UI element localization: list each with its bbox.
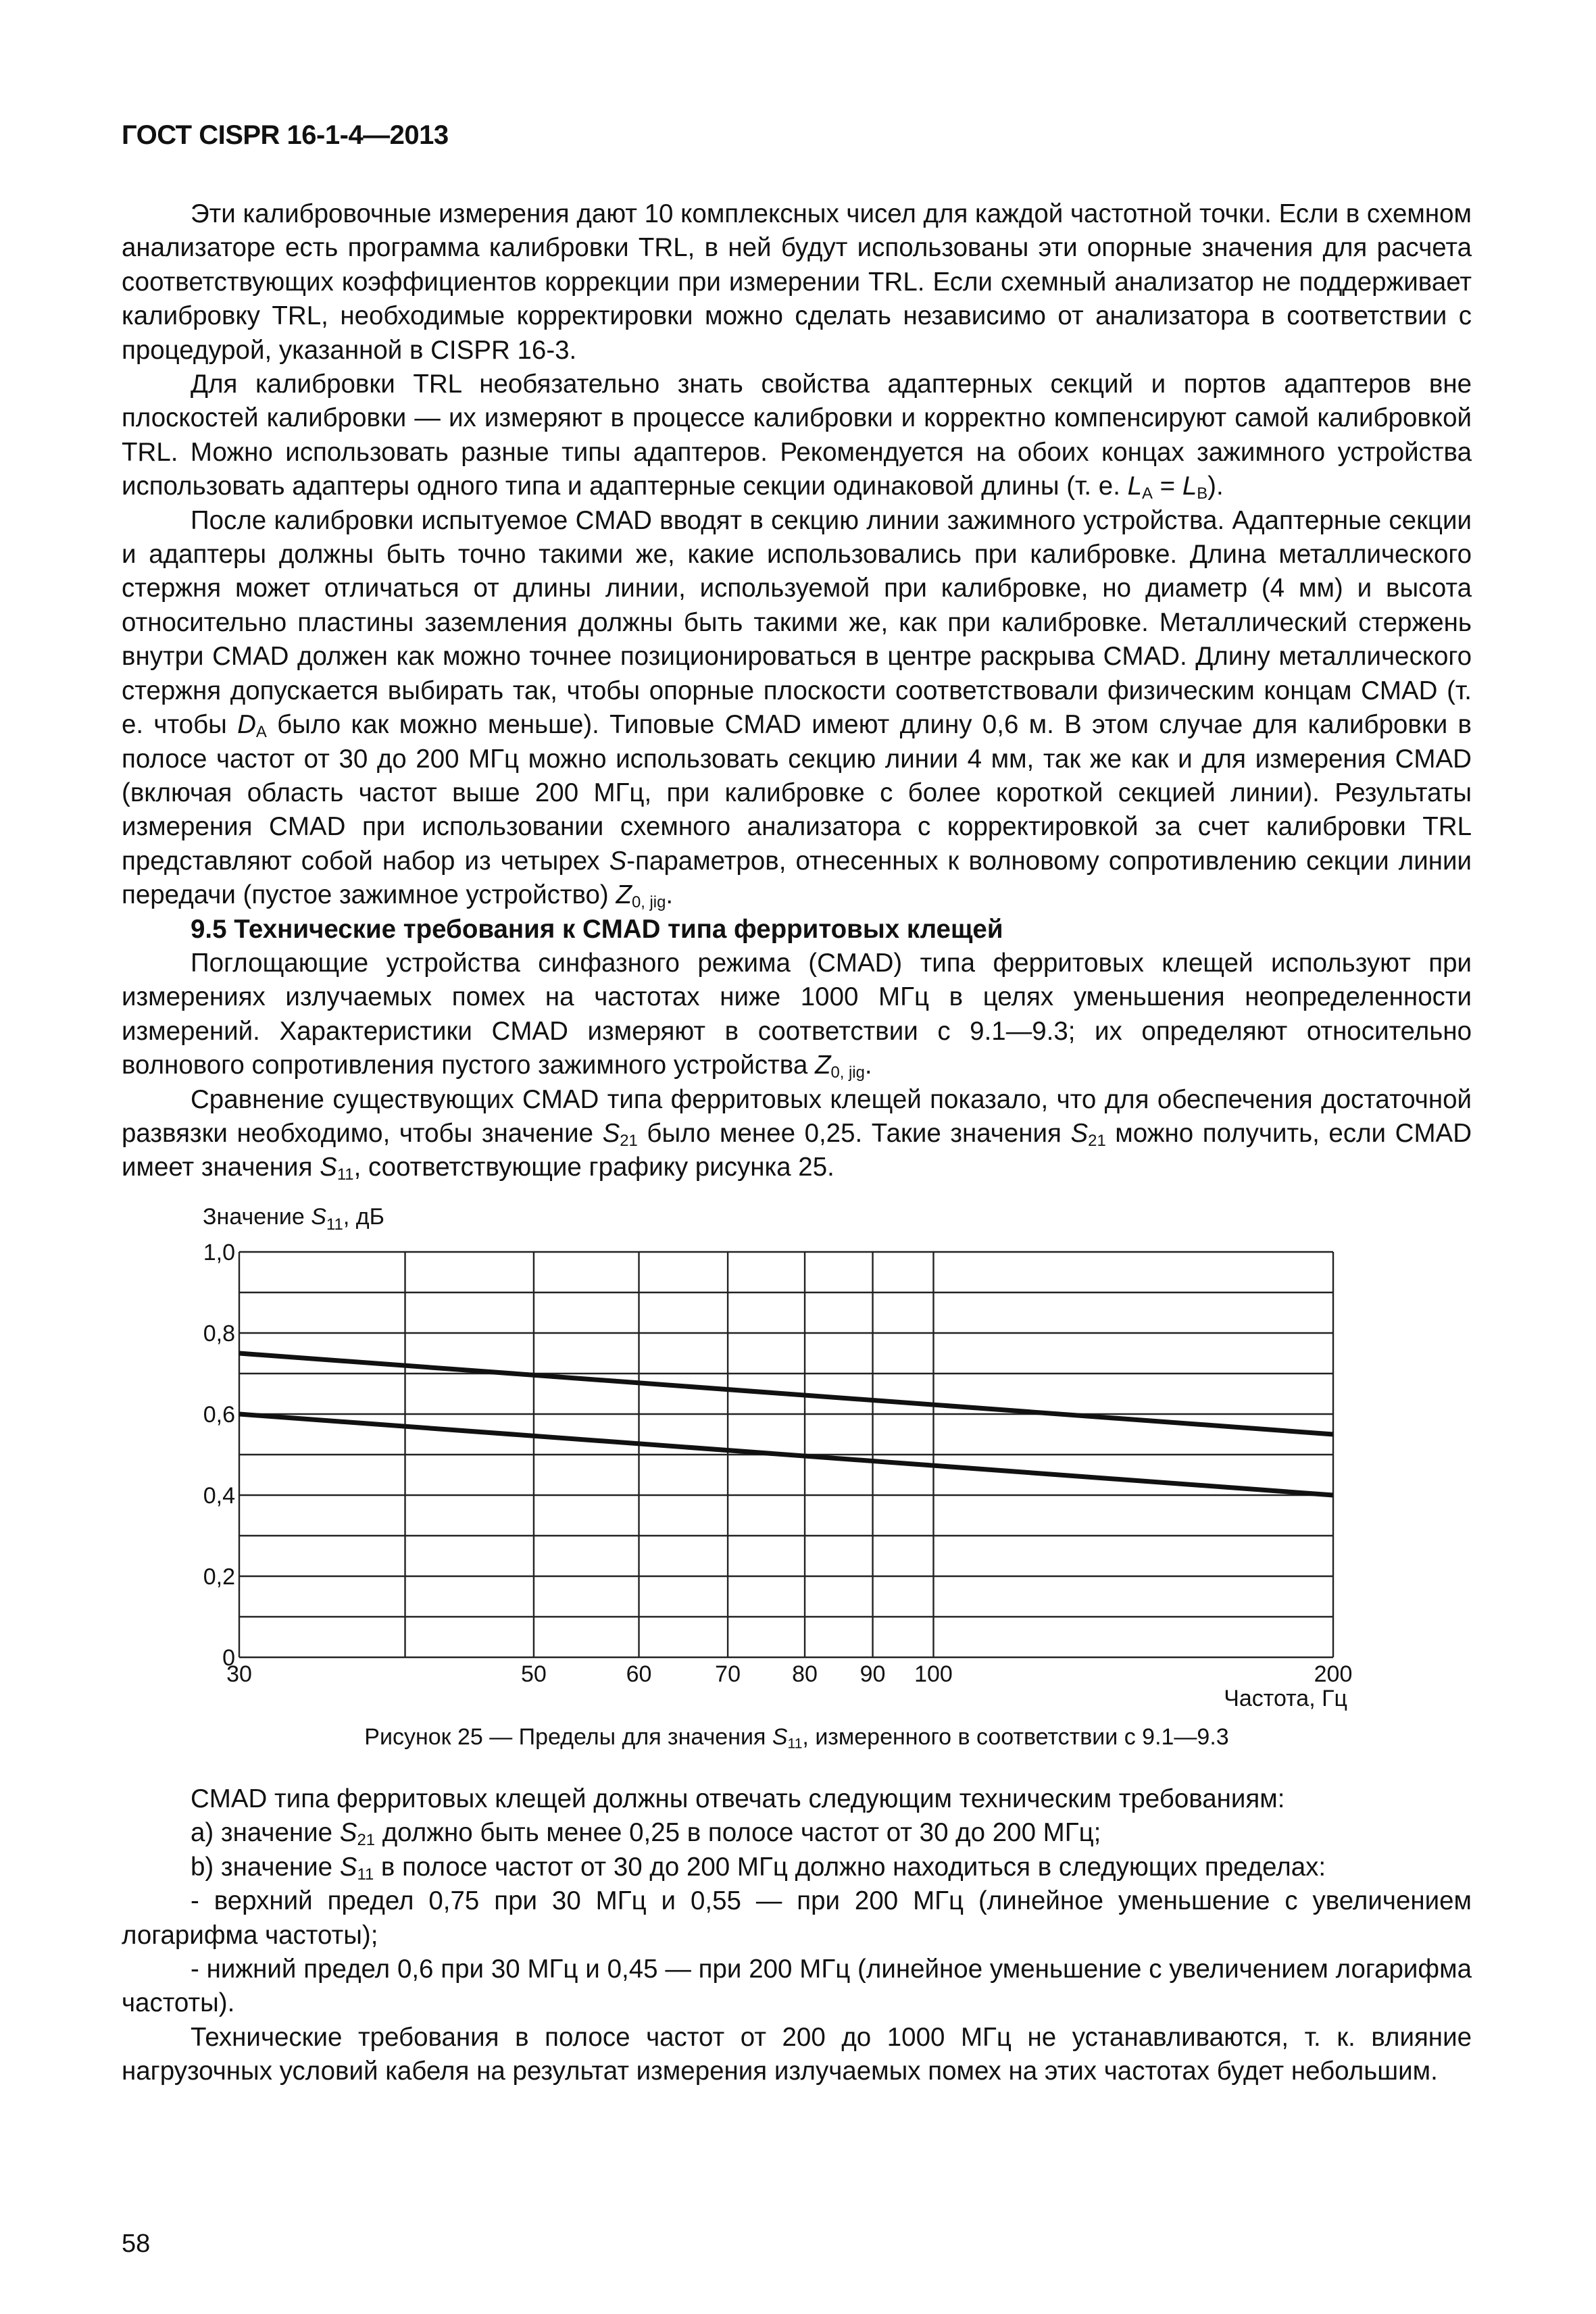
- paragraph-4: Поглощающие устройства синфазного режима (CMAD) типа ферритовых клещей используют при измерениях излучаемых помех на частотах ниже 1000 МГц в целях уменьшения неопределенности измерений. Характеристики CMAD измеряют в соответствии с 9.1—9.3; их определяют относительно волнового сопротивления пустого зажимного устройства $Z_{0, jig}$.: [122, 948, 1472, 1082]
- paragraph-3: После калибровки испытуемое CMAD вводят в секцию линии зажимного устройства. Адаптерные секции и адаптеры должны быть точно такими же, какие использовались при калибровке. Длина металлического стержня может отличаться от длины линии, используемой при калибровке, но диаметр (4 мм) и высота относительно пластины заземления должны быть такими же, как при калибровке. Металлический стержень внутри CMAD должен как можно точнее позиционироваться в центре раскрыва CMAD. Длину металлического стержня допускается выбирать так, чтобы опорные плоскости соответствовали физическим концам CMAD (т. е. чтобы $D_A$ было как можно меньше). Типовые CMAD имеют длину 0,6 м. В этом случае для калибровки в полосе частот от 30 до 200 МГц можно использовать секцию линии 4 мм, так же как и для измерения CMAD (включая область частот выше 200 МГц, при калибровке с более короткой секцией линии). Результаты измерения CMAD при использовании схемного анализатора с корректировкой за счет калибровки TRL представляют собой набор из четырех S-параметров, отнесенных к волновому сопротивлению секции линии передачи (пустое зажимное устройство) $Z_{0, jig}$.: [122, 505, 1472, 912]
- body-text-bottom: [122, 1782, 1472, 2089]
- document-header: ГОСТ CISPR 16-1-4—2013: [122, 120, 449, 150]
- x-tick-label: 70: [715, 1661, 741, 1687]
- x-tick-label: 90: [859, 1661, 886, 1687]
- x-axis-label: Частота, Гц: [1224, 1686, 1347, 1711]
- paragraph-6: CMAD типа ферритовых клещей должны отвечать следующим техническим требованиям:: [191, 1784, 1285, 1813]
- paragraph-11: Технические требования в полосе частот от 200 до 1000 МГц не устанавливаются, т. к. влияние нагрузочных условий кабеля на результат измерения излучаемых помех на этих частотах будет небольшим.: [122, 2022, 1472, 2086]
- upper-limit-line: [239, 1353, 1333, 1434]
- page-number: 58: [122, 2230, 151, 2258]
- y-tick-label: 0,4: [203, 1483, 235, 1509]
- x-tick-label: 30: [226, 1661, 252, 1687]
- paragraph-1: Эти калибровочные измерения дают 10 комплексных чисел для каждой частотной точки. Если в схемном анализаторе есть программа калибровки TRL, в ней будут использованы эти опорные значения для расчета соответствующих коэффициентов коррекции при измерении TRL. Если схемный анализатор не поддерживает калибровку TRL, необходимые корректировки можно сделать независимо от анализатора в соответствии с процедурой, указанной в CISPR 16-3.: [122, 199, 1472, 365]
- paragraph-5: Сравнение существующих CMAD типа ферритовых клещей показало, что для обеспечения достаточной развязки необходимо, чтобы значение $S_{21}$ было менее 0,25. Такие значения $S_{21}$ можно получить, если CMAD имеет значения $S_{11}$, соответствующие графику рисунка 25.: [122, 1084, 1472, 1184]
- x-tick-labels: [226, 1661, 1352, 1687]
- x-tick-label: 50: [521, 1661, 547, 1687]
- figure-caption: Рисунок 25 — Пределы для значения $S_{11}$, измеренного в соответствии с 9.1—9.3: [364, 1724, 1229, 1752]
- x-tick-label: 100: [914, 1661, 953, 1687]
- paragraph-8: b) значение $S_{11}$ в полосе частот от 30 до 200 МГц должно находиться в следующих пределах:: [191, 1852, 1326, 1884]
- y-tick-label: 1,0: [203, 1240, 235, 1265]
- x-tick-label: 60: [626, 1661, 652, 1687]
- y-tick-label: 0,6: [203, 1402, 235, 1428]
- y-tick-label: 0,2: [203, 1564, 235, 1590]
- x-tick-label: 200: [1314, 1661, 1353, 1687]
- limit-lines: [239, 1353, 1333, 1495]
- y-tick-label: 0,8: [203, 1321, 235, 1347]
- paragraph-9: - верхний предел 0,75 при 30 МГц и 0,55 — при 200 МГц (линейное уменьшение с увеличением логарифма частоты);: [122, 1886, 1472, 1950]
- y-tick-label: 0: [222, 1645, 235, 1671]
- x-tick-label: 80: [792, 1661, 818, 1687]
- section-heading: 9.5 Технические требования к CMAD типа ферритовых клещей: [191, 914, 1003, 944]
- paragraph-10: - нижний предел 0,6 при 30 МГц и 0,45 — при 200 МГц (линейное уменьшение с увеличением логарифма частоты).: [122, 1955, 1472, 2018]
- paragraph-2: Для калибровки TRL необязательно знать свойства адаптерных секций и портов адаптеров вне плоскостей калибровки — их измеряют в процессе калибровки и корректно компенсируют самой калибровкой TRL. Можно использовать разные типы адаптеров. Рекомендуется на обоих концах зажимного устройства использовать адаптеры одного типа и адаптерные секции одинаковой длины (т. е. $L_A = L_B$).: [122, 370, 1472, 503]
- y-tick-labels: [203, 1240, 235, 1671]
- y-axis-label: Значение $S_{11}$, дБ: [203, 1204, 384, 1234]
- paragraph-7: a) значение $S_{21}$ должно быть менее 0,25 в полосе частот от 30 до 200 МГц;: [191, 1818, 1101, 1850]
